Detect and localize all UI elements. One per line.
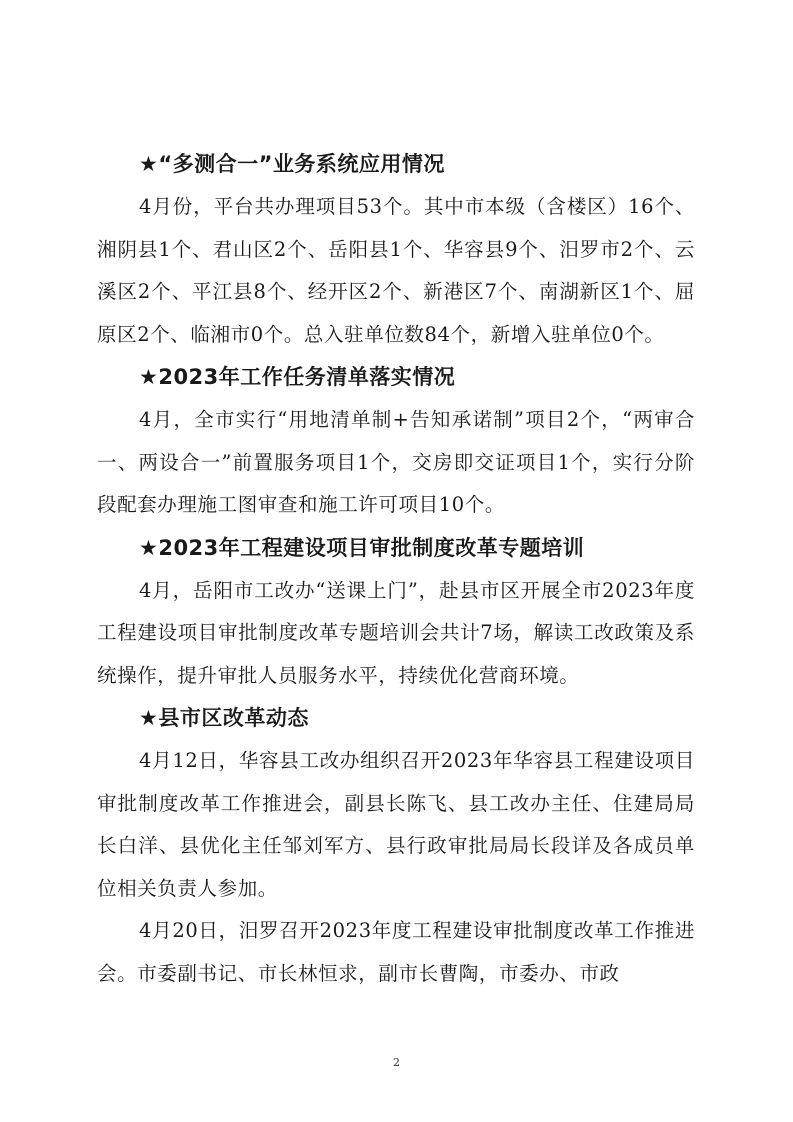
section-heading-county-updates: ★县市区改革动态 xyxy=(139,706,309,730)
section-paragraph: 4月，全市实行“用地清单制+告知承诺制”项目2个，“两审合一、两设合一”前置服务项目1个，交房即交证项目1个，实行分阶段配套办理施工图审查和施工许可项目10个。 xyxy=(97,408,695,516)
page-number: 2 xyxy=(393,1056,400,1069)
section-heading-training: ★2023年工程建设项目审批制度改革专题培训 xyxy=(139,535,585,560)
section-paragraph: 4月，岳阳市工改办“送课上门”，赴县市区开展全市2023年度工程建设项目审批制度改革专题培训会共计7场，解读工改政策及系统操作，提升审批人员服务水平，持续优化营商环境。 xyxy=(97,578,695,687)
section-heading-task-list: ★2023年工作任务清单落实情况 xyxy=(139,365,456,389)
section-paragraph: 4月份，平台共办理项目53个。其中市本级（含楼区）16个、湘阴县1个、君山区2个、岳阳县1个、华容县9个、汨罗市2个、云溪区2个、平江县8个、经开区2个、新港区7个、南湖新区1个、屈原区2个、临湘市0个。总入驻单位数84个，新增入驻单位0个。 xyxy=(97,195,695,346)
section-paragraph: 4月20日，汨罗召开2023年度工程建设审批制度改革工作推进会。市委副书记、市长林恒求，副市长曹陶，市委办、市政 xyxy=(97,919,695,985)
document-body xyxy=(97,143,695,995)
section-heading-multi-survey: ★“多测合一”业务系统应用情况 xyxy=(139,152,445,176)
section-paragraph: 4月12日，华容县工改办组织召开2023年华容县工程建设项目审批制度改革工作推进会，副县长陈飞、县工改办主任、住建局局长白洋、县优化主任邹刘军方、县行政审批局局长段详及各成员单位相关负责人参加。 xyxy=(97,749,695,900)
